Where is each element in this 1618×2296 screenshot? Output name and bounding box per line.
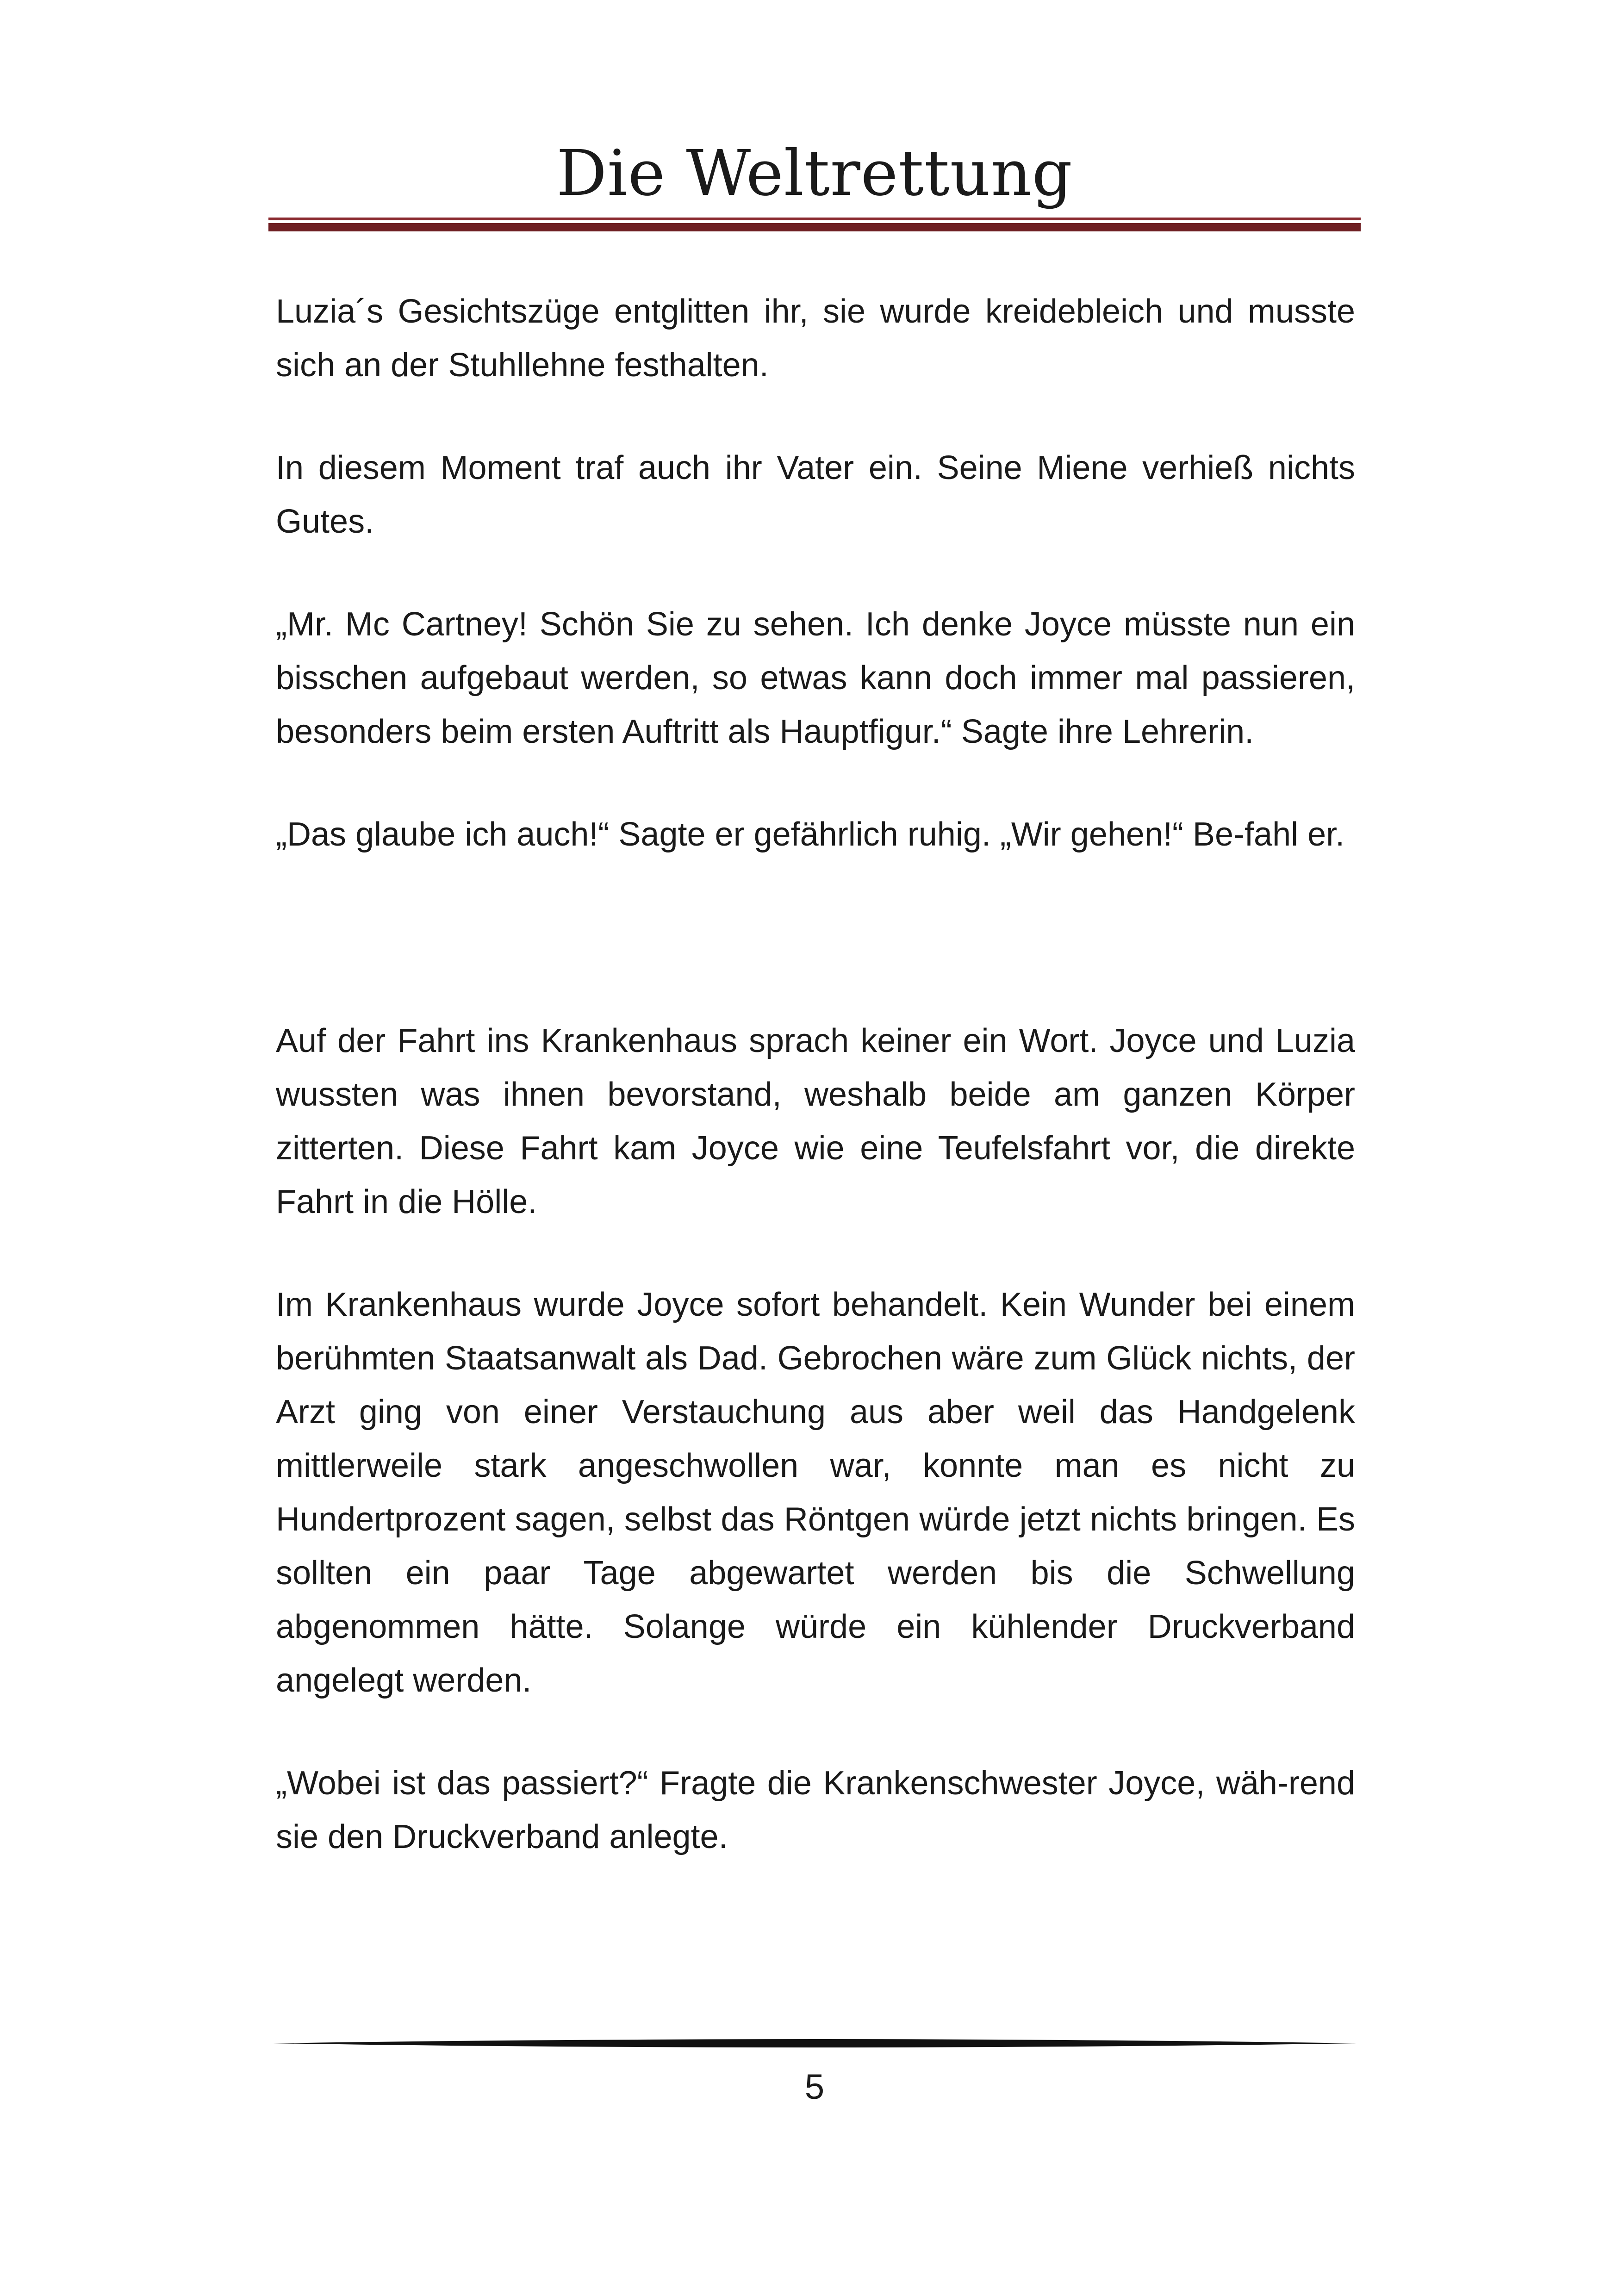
header-double-rule bbox=[268, 218, 1361, 231]
page-header-title: Die Weltrettung bbox=[556, 137, 1073, 210]
paragraph: In diesem Moment traf auch ihr Vater ein. Seine Miene verhieß nichts Gutes. bbox=[276, 449, 1355, 540]
paragraph: „Wobei ist das passiert?“ Fragte die Krankenschwester Joyce, wäh-rend sie den Druckverband anlegte. bbox=[276, 1765, 1355, 1855]
page-number: 5 bbox=[804, 2067, 825, 2107]
paragraph: „Mr. Mc Cartney! Schön Sie zu sehen. Ich denke Joyce müsste nun ein bisschen aufgebaut werden, so etwas kann doch immer mal passieren, besonders beim ersten Auftritt als Hauptfigur.“ Sagte ihre Lehrerin. bbox=[276, 606, 1355, 750]
paragraph: Im Krankenhaus wurde Joyce sofort behandelt. Kein Wunder bei einem berühmten Staatsanwalt als Dad. Gebrochen wäre zum Glück nichts, der Arzt ging von einer Verstauchung aus aber weil das Handgelenk mittlerweile stark angeschwollen war, konnte man es nicht zu Hundertprozent sagen, selbst das Röntgen würde jetzt nichts bringen. Es sollten ein paar Tage abgewartet werden bis die Schwellung abgenommen hätte. Solange würde ein kühlender Druckverband angelegt werden. bbox=[276, 1286, 1355, 1699]
footer-tapered-rule bbox=[273, 2034, 1356, 2053]
paragraph: Auf der Fahrt ins Krankenhaus sprach keiner ein Wort. Joyce und Luzia wussten was ihnen bevorstand, weshalb beide am ganzen Körper zitterten. Diese Fahrt kam Joyce wie eine Teufelsfahrt vor, die direkte Fahrt in die Hölle. bbox=[276, 1022, 1355, 1220]
header-rule-thin-line bbox=[268, 218, 1361, 220]
header-rule-thick-line bbox=[268, 223, 1361, 231]
paragraph: Luzia´s Gesichtszüge entglitten ihr, sie wurde kreidebleich und musste sich an der Stuhllehne festhalten. bbox=[276, 293, 1355, 384]
paragraph: „Das glaube ich auch!“ Sagte er gefährlich ruhig. „Wir gehen!“ Be-fahl er. bbox=[276, 816, 1345, 853]
body-text bbox=[276, 285, 1355, 1913]
